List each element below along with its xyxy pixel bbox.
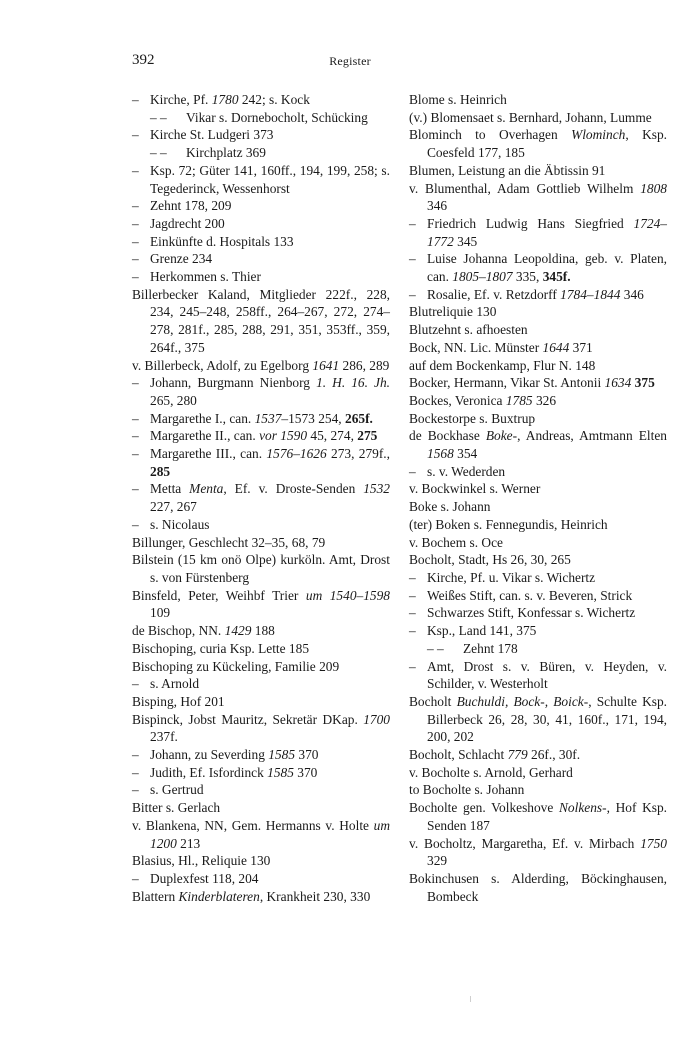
index-entry <box>132 357 390 375</box>
index-entry <box>132 622 390 640</box>
index-entry <box>409 463 667 481</box>
index-entry-text: v. Bocholte s. Arnold, Gerhard <box>409 764 573 780</box>
index-entry <box>409 551 667 569</box>
index-entry <box>132 852 390 870</box>
index-entry-text: Kirche St. Ludgeri 373 <box>150 127 274 143</box>
index-entry <box>132 693 390 711</box>
index-entry-text: Johann, Burgmann Nienborg <box>150 375 317 391</box>
index-entry-text: 1585 <box>267 764 294 780</box>
index-entry <box>132 109 390 127</box>
index-entry-text: um 1540–1598 <box>305 587 390 603</box>
index-dash: – <box>132 481 139 497</box>
index-entry-text: Margarethe III., can. <box>150 446 267 462</box>
index-entry-text: v. Blumenthal, Adam Gottlieb Wilhelm <box>409 180 641 196</box>
index-entry <box>132 445 390 480</box>
index-entry-text: , Schulte Ksp. Billerbeck 26, 28, 30, 41, 160f., 171, 194, 200, 202 <box>427 693 668 745</box>
index-entry-text: 354 <box>453 446 478 462</box>
index-entry-text: 1537 <box>254 410 282 426</box>
index-entry <box>132 551 390 586</box>
index-entry-text: 345f. <box>542 269 571 285</box>
index-entry-text: 1808 <box>640 180 667 196</box>
index-entry-text: v. Billerbeck, Adolf, zu Egelborg <box>132 357 313 373</box>
index-entry-text: , Hof Ksp. Senden 187 <box>427 800 667 833</box>
index-entry-text: 371 <box>569 339 593 355</box>
index-entry-text: s. Nicolaus <box>150 516 210 532</box>
index-entry-text: (v.) Blomensaet s. Bernhard, Johann, Lumme <box>409 109 652 125</box>
index-entry-text: Margarethe II., can. <box>150 428 260 444</box>
index-entry <box>132 781 390 799</box>
index-entry-text: Zehnt 178, 209 <box>150 198 232 214</box>
index-dash: – <box>409 463 416 479</box>
index-entry <box>409 870 667 905</box>
index-entry-text: 227, 267 <box>150 499 197 515</box>
index-dash: – <box>132 410 139 426</box>
index-entry-text: 375 <box>634 375 655 391</box>
index-entry <box>132 587 390 622</box>
index-entry-text: Margarethe I., can. <box>150 410 255 426</box>
index-entry-text: 1805–1807 <box>452 269 513 285</box>
index-entry-text: Amt, Drost s. v. Büren, v. Heyden, v. Schilder, v. Westerholt <box>427 658 667 692</box>
index-dash: – <box>132 428 139 444</box>
index-entry-text: Blasius, Hl., Reliquie 130 <box>132 853 271 869</box>
index-entry-text: de Bischop, NN. <box>132 623 225 639</box>
index-entry <box>132 746 390 764</box>
index-entry-text: Bocholt, Stadt, Hs 26, 30, 265 <box>409 552 571 568</box>
index-entry-text: Blutreliquie 130 <box>409 304 497 320</box>
index-entry <box>409 587 667 605</box>
index-entry-text: 1700 <box>363 711 390 727</box>
scan-mark <box>470 996 471 1002</box>
index-entry <box>132 799 390 817</box>
index-dash: – <box>132 251 139 267</box>
index-entry-text: 326 <box>532 392 557 408</box>
index-entry-text: Buchuldi, Bock-, Boick- <box>456 693 589 709</box>
index-entry <box>132 764 390 782</box>
index-dash: – <box>132 198 139 214</box>
index-entry <box>409 321 667 339</box>
index-entry-text: 1568 <box>427 446 454 462</box>
index-entry <box>132 144 390 162</box>
index-dash: – <box>409 215 416 231</box>
index-entry <box>132 516 390 534</box>
index-dash: – <box>132 764 139 780</box>
index-entry-text: 1634 <box>604 375 632 391</box>
index-entry-text: Bocholt, Schlacht <box>409 747 508 763</box>
index-entry-text: 1750 <box>640 835 667 851</box>
index-entry <box>132 480 390 515</box>
index-entry-text: Bilstein (15 km onö Olpe) kurköln. Amt, Drost s. von Fürstenberg <box>132 552 390 585</box>
index-entry-text: Bischoping, curia Ksp. Lette 185 <box>132 640 310 656</box>
index-entry-text: 242; s. Kock <box>238 92 310 107</box>
index-entry <box>132 268 390 286</box>
index-entry <box>409 162 667 180</box>
index-entry <box>409 250 667 285</box>
index-entry-text: to Bocholte s. Johann <box>409 782 525 798</box>
index-entry <box>409 392 667 410</box>
index-dash: – <box>132 782 139 798</box>
index-entry <box>132 91 390 109</box>
index-entry-text: 346 <box>620 286 644 302</box>
index-entry-text: Bischoping zu Kückeling, Familie 209 <box>132 658 340 674</box>
index-entry-text: Binsfeld, Peter, Weihbf Trier <box>132 587 306 603</box>
index-entry-text: 265f. <box>345 410 373 426</box>
index-entry <box>132 711 390 746</box>
index-dash: – <box>409 251 416 267</box>
index-entry-text: Rosalie, Ef. v. Retzdorff <box>427 286 561 302</box>
index-entry <box>409 498 667 516</box>
index-entry <box>409 303 667 321</box>
index-entry-text: 1785 <box>505 392 533 408</box>
index-entry-text: Bocholte gen. Volkeshove <box>409 800 559 816</box>
index-entry-text: 1429 <box>224 623 252 639</box>
index-entry-text: auf dem Bockenkamp, Flur N. 148 <box>409 357 596 373</box>
index-entry-text: 265, 280 <box>150 392 197 408</box>
index-entry-text: Bitter s. Gerlach <box>132 800 221 816</box>
index-entry-text: Kinderblateren <box>178 888 260 904</box>
index-entry <box>409 516 667 534</box>
index-entry-text: Johann, zu Severding <box>150 747 269 763</box>
index-dash: – <box>132 233 139 249</box>
index-entry-text: Ksp. 72; Güter 141, 160ff., 194, 199, 258; s. Tegederinck, Wessenhorst <box>150 162 390 196</box>
index-entry-text: Boke- <box>485 428 518 444</box>
index-entry <box>409 374 667 392</box>
index-entry-text: Judith, Ef. Isfordinck <box>150 764 268 780</box>
index-entry-text: 329 <box>427 853 448 869</box>
index-entry-text: Bocker, Hermann, Vikar St. Antonii <box>409 375 605 391</box>
index-entry-text: Wlominch <box>571 127 626 143</box>
index-entry <box>409 622 667 640</box>
index-entry-text: v. Bochem s. Oce <box>409 534 503 550</box>
index-dash: – <box>132 162 139 178</box>
index-dash: – <box>409 658 416 674</box>
index-entry-text: v. Bocholtz, Margaretha, Ef. v. Mirbach <box>409 835 641 851</box>
index-dash: – <box>409 286 416 302</box>
index-entry <box>132 534 390 552</box>
index-entry-text: Menta <box>189 481 224 497</box>
index-entry-text: Jagdrecht 200 <box>150 215 225 231</box>
index-entry <box>409 781 667 799</box>
index-entry-text: Blattern <box>132 888 179 904</box>
index-entry-text: Zehnt 178 <box>463 640 518 656</box>
index-entry-text: s. Arnold <box>150 676 200 692</box>
index-entry <box>409 109 667 127</box>
index-entry-text: 188 <box>251 623 275 639</box>
index-entry <box>132 197 390 215</box>
index-dash: – <box>132 375 139 391</box>
index-entry <box>409 427 667 462</box>
index-entry-text: , Ksp. Coesfeld 177, 185 <box>427 127 667 161</box>
index-dash: – <box>132 269 139 285</box>
index-entry-text: 1784–1844 <box>560 286 621 302</box>
index-entry <box>409 835 667 870</box>
index-entry-text: Luise Johanna Leopoldina, geb. v. Platen, can. <box>427 251 667 285</box>
index-entry <box>409 640 667 658</box>
index-entry-text: 1532 <box>363 481 390 497</box>
index-entry-text: Kirchplatz 369 <box>186 145 266 161</box>
index-entry-text: Blome s. Heinrich <box>409 92 507 107</box>
index-entry <box>132 888 390 906</box>
index-entry <box>132 374 390 409</box>
index-entry-text: Ksp., Land 141, 375 <box>427 623 537 639</box>
index-entry <box>409 480 667 498</box>
index-entry-text: 346 <box>427 198 448 214</box>
index-entry <box>132 250 390 268</box>
index-entry-text: Billunger, Geschlecht 32–35, 68, 79 <box>132 534 326 550</box>
index-dash: – – <box>150 109 167 125</box>
index-entry-text: Bisping, Hof 201 <box>132 693 225 709</box>
index-entry-text: 237f. <box>150 729 178 745</box>
index-entry-text: Billerbecker Kaland, Mitglieder 222f., 228, 234, 245–248, 258ff., 264–267, 272, 274–278, 281f., 285, 288, 291, 351, 353ff., 359, 264f., 375 <box>132 286 390 355</box>
index-entry <box>409 604 667 622</box>
index-entry-text: 370 <box>293 764 318 780</box>
index-entry-text: Kirche, Pf. <box>150 92 212 107</box>
index-entry <box>409 799 667 834</box>
index-column-right <box>409 91 667 905</box>
index-dash: – <box>409 605 416 621</box>
index-entry-text: v. Blankena, NN, Gem. Hermanns v. Holte <box>132 817 374 833</box>
index-entry <box>132 126 390 144</box>
index-entry-text: s. v. Wederden <box>427 463 506 479</box>
index-entry-text: 26f., 30f. <box>527 747 581 763</box>
index-entry-text: Bockes, Veronica <box>409 392 506 408</box>
index-entry <box>409 658 667 693</box>
index-entry-text: Weißes Stift, can. s. v. Beveren, Strick <box>427 587 633 603</box>
index-entry <box>409 215 667 250</box>
index-entry-text: um 1200 <box>150 817 390 851</box>
index-dash: – <box>132 127 139 143</box>
index-entry-text: 1576–1626 <box>266 446 327 462</box>
index-entry-text: Bokinchusen s. Alderding, Böckinghausen, Bombeck <box>409 870 667 904</box>
index-entry-text: –1573 254, <box>281 410 345 426</box>
index-entry <box>132 658 390 676</box>
index-dash: – <box>409 569 416 585</box>
index-entry-text: 275 <box>357 428 378 444</box>
index-entry-text: 285 <box>150 463 171 479</box>
index-entry-text: 213 <box>176 835 201 851</box>
index-entry-text: 1724–1772 <box>427 215 667 249</box>
index-entry <box>409 746 667 764</box>
index-dash: – – <box>427 640 444 656</box>
index-entry-text: Bocholt <box>409 693 457 709</box>
index-entry-text: Boke s. Johann <box>409 499 491 515</box>
index-entry <box>132 233 390 251</box>
index-dash: – <box>132 870 139 886</box>
index-entry-text: Kirche, Pf. u. Vikar s. Wichertz <box>427 569 596 585</box>
index-entry-text: Vikar s. Dornebocholt, Schücking <box>186 109 368 125</box>
index-entry-text: , Ef. v. Droste-Senden <box>223 481 364 497</box>
index-entry-text: (ter) Boken s. Fennegundis, Heinrich <box>409 516 608 532</box>
index-entry-text: 370 <box>295 747 319 763</box>
index-entry-text: v. Bockwinkel s. Werner <box>409 481 541 497</box>
index-entry-text: 1644 <box>542 339 570 355</box>
index-entry-text: de Bockhase <box>409 428 486 444</box>
index-entry-text: 779 <box>507 747 528 763</box>
index-entry <box>409 339 667 357</box>
index-entry-text: Bock, NN. Lic. Münster <box>409 339 543 355</box>
index-entry <box>132 162 390 197</box>
index-entry-text: Schwarzes Stift, Konfessar s. Wichertz <box>427 605 636 621</box>
index-entry-text: Duplexfest 118, 204 <box>150 870 259 886</box>
index-entry <box>409 569 667 587</box>
index-entry <box>132 640 390 658</box>
index-dash: – <box>132 747 139 763</box>
index-entry-text: Grenze 234 <box>150 251 213 267</box>
index-entry-text: 1780 <box>211 92 239 107</box>
index-entry <box>132 817 390 852</box>
index-entry-text: Bispinck, Jobst Mauritz, Sekretär DKap. <box>132 711 364 727</box>
index-entry <box>409 410 667 428</box>
index-dash: – <box>132 215 139 231</box>
index-dash: – <box>132 676 139 692</box>
index-dash: – <box>132 446 139 462</box>
index-entry-text: 45, 274, <box>307 428 358 444</box>
index-entry-text: Blutzehnt s. afhoesten <box>409 322 528 338</box>
index-entry-text: vor 1590 <box>259 428 308 444</box>
index-dash: – <box>409 587 416 603</box>
index-entry-text: 109 <box>150 605 171 621</box>
index-entry <box>409 534 667 552</box>
index-entry <box>409 126 667 161</box>
index-entry <box>132 870 390 888</box>
index-entry-text: 345 <box>453 233 478 249</box>
index-entry <box>132 215 390 233</box>
index-entry-text: 1585 <box>268 747 296 763</box>
index-entry <box>132 410 390 428</box>
index-entry-text: 335, <box>512 269 543 285</box>
index-entry-text: 286, 289 <box>339 357 390 373</box>
index-entry-text: , Andreas, Amtmann Elten <box>517 428 667 444</box>
index-entry-text: s. Gertrud <box>150 782 204 798</box>
index-column-left <box>132 91 390 905</box>
index-entry <box>409 693 667 746</box>
index-entry <box>409 357 667 375</box>
index-entry-text: Blominch to Overhagen <box>409 127 572 143</box>
page-number: 392 <box>132 52 155 68</box>
index-entry-text: 1. H. 16. Jh. <box>316 375 390 391</box>
index-dash: – – <box>150 145 167 161</box>
index-entry-text: Friedrich Ludwig Hans Siegfried <box>427 215 634 231</box>
running-title: Register <box>329 54 371 68</box>
index-dash: – <box>409 623 416 639</box>
index-dash: – <box>132 516 139 532</box>
index-entry <box>409 764 667 782</box>
index-entry <box>409 286 667 304</box>
index-entry <box>132 286 390 357</box>
index-entry-text: 273, 279f., <box>326 446 390 462</box>
index-entry-text: Metta <box>150 481 190 497</box>
index-entry <box>132 675 390 693</box>
index-entry <box>132 427 390 445</box>
index-entry <box>409 91 667 109</box>
index-entry-text: Einkünfte d. Hospitals 133 <box>150 233 294 249</box>
index-dash: – <box>132 92 139 107</box>
index-entry <box>409 180 667 215</box>
index-entry-text: Bockestorpe s. Buxtrup <box>409 410 536 426</box>
index-entry-text: Nolkens- <box>558 800 607 816</box>
index-entry-text: 1641 <box>312 357 340 373</box>
index-entry-text: Blumen, Leistung an die Äbtissin 91 <box>409 162 606 178</box>
index-entry-text: , Krankheit 230, 330 <box>259 888 371 904</box>
index-entry-text: Herkommen s. Thier <box>150 269 261 285</box>
